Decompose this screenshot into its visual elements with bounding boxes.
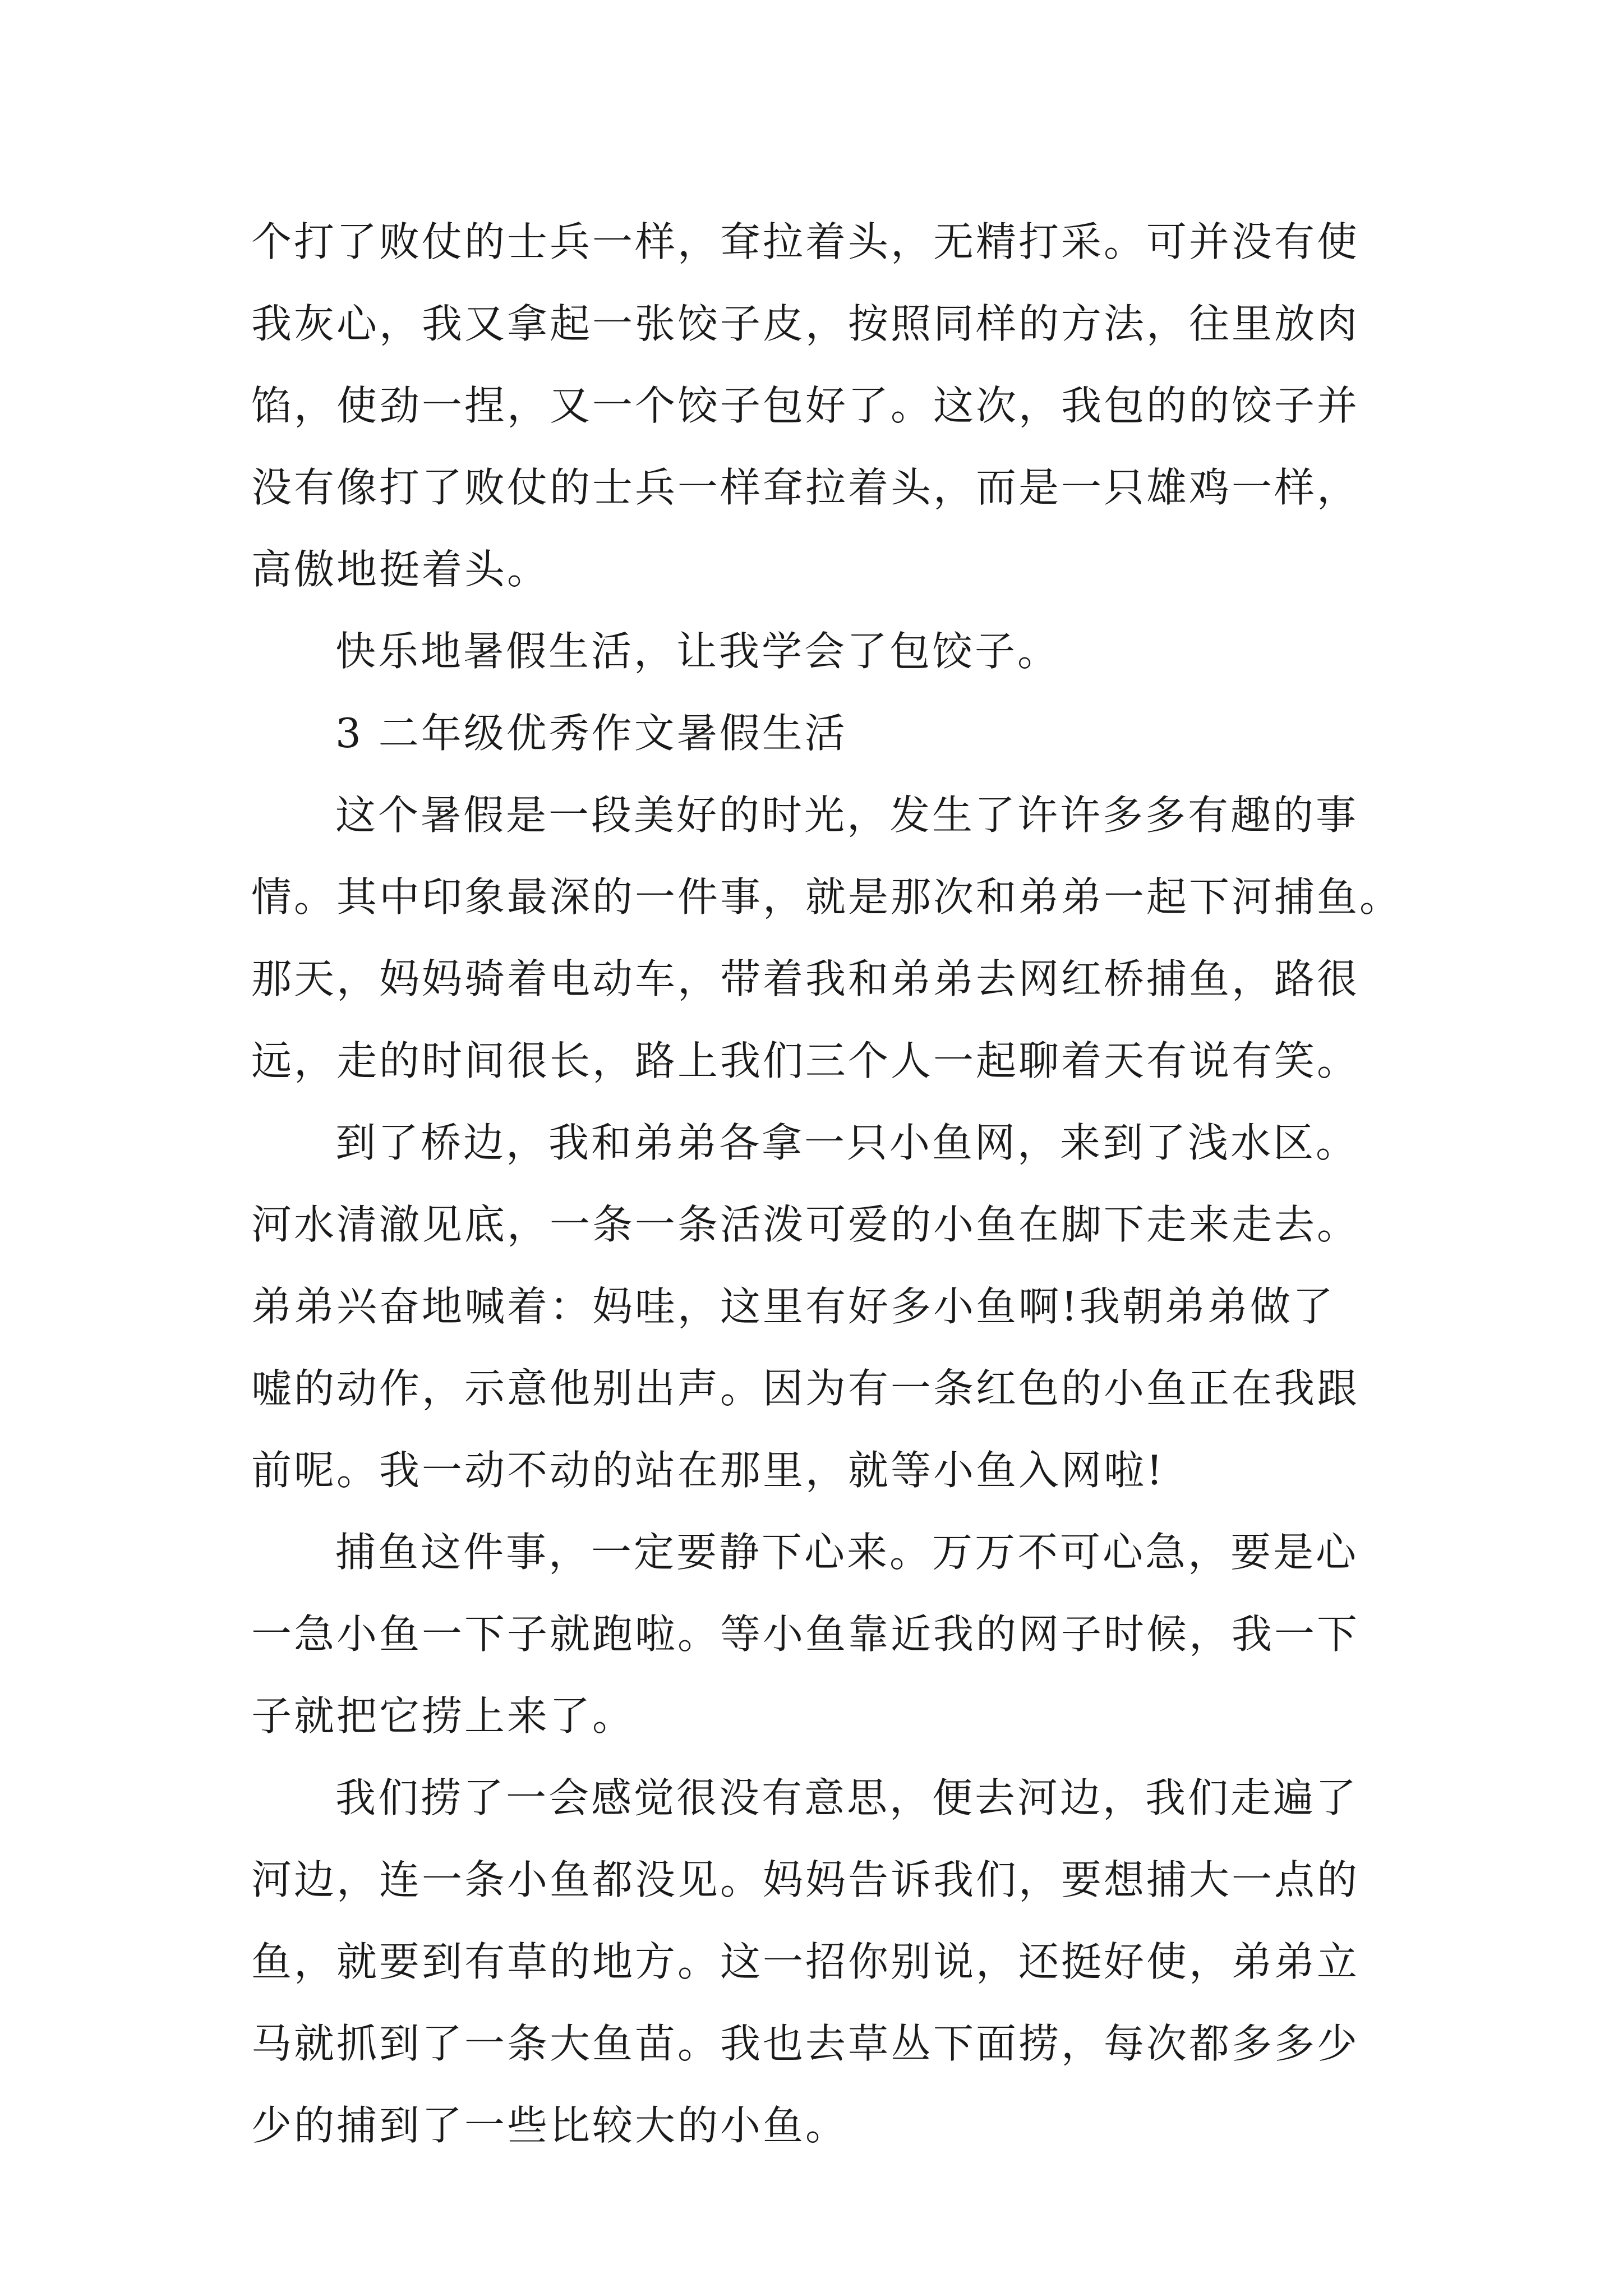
text-line: 子就把它捞上来了。 (251, 1692, 635, 1740)
text-line: 一急小鱼一下子就跑啦。等小鱼靠近我的网子时候，我一下 (251, 1611, 1360, 1658)
text-line: 马就抓到了一条大鱼苗。我也去草丛下面捞，每次都多多少 (251, 2020, 1360, 2067)
body-text (251, 201, 1403, 2166)
text-line: 捕鱼这件事，一定要静下心来。万万不可心急，要是心 (335, 1529, 1359, 1576)
text-line: 弟弟兴奋地喊着：妈哇，这里有好多小鱼啊!我朝弟弟做了 (251, 1283, 1335, 1330)
text-line: 3 二年级优秀作文暑假生活 (335, 710, 847, 757)
text-line: 到了桥边，我和弟弟各拿一只小鱼网，来到了浅水区。 (335, 1119, 1359, 1166)
text-line: 那天，妈妈骑着电动车，带着我和弟弟去网红桥捕鱼，路很 (251, 955, 1360, 1002)
text-line: 河边，连一条小鱼都没见。妈妈告诉我们，要想捕大一点的 (251, 1856, 1360, 1903)
text-line: 少的捕到了一些比较大的小鱼。 (251, 2102, 849, 2149)
text-line: 个打了败仗的士兵一样，耷拉着头，无精打采。可并没有使 (251, 218, 1360, 265)
text-line: 情。其中印象最深的一件事，就是那次和弟弟一起下河捕鱼。 (251, 873, 1403, 921)
text-line: 快乐地暑假生活，让我学会了包饺子。 (335, 628, 1061, 675)
text-line: 远，走的时间很长，路上我们三个人一起聊着天有说有笑。 (251, 1037, 1360, 1084)
text-line: 这个暑假是一段美好的时光，发生了许许多多有趣的事 (335, 792, 1359, 839)
text-line: 鱼，就要到有草的地方。这一招你别说，还挺好使，弟弟立 (251, 1938, 1360, 1985)
text-line: 嘘的动作，示意他别出声。因为有一条红色的小鱼正在我跟 (251, 1365, 1360, 1412)
text-line: 河水清澈见底，一条一条活泼可爱的小鱼在脚下走来走去。 (251, 1201, 1360, 1248)
text-line: 前呢。我一动不动的站在那里，就等小鱼入网啦! (251, 1447, 1165, 1494)
text-line: 我们捞了一会感觉很没有意思，便去河边，我们走遍了 (335, 1774, 1359, 1821)
text-line: 我灰心，我又拿起一张饺子皮，按照同样的方法，往里放肉 (251, 300, 1360, 347)
text-line: 高傲地挺着头。 (251, 546, 550, 593)
text-line: 没有像打了败仗的士兵一样耷拉着头，而是一只雄鸡一样， (251, 464, 1360, 511)
text-line: 馅，使劲一捏，又一个饺子包好了。这次，我包的的饺子并 (251, 382, 1360, 429)
